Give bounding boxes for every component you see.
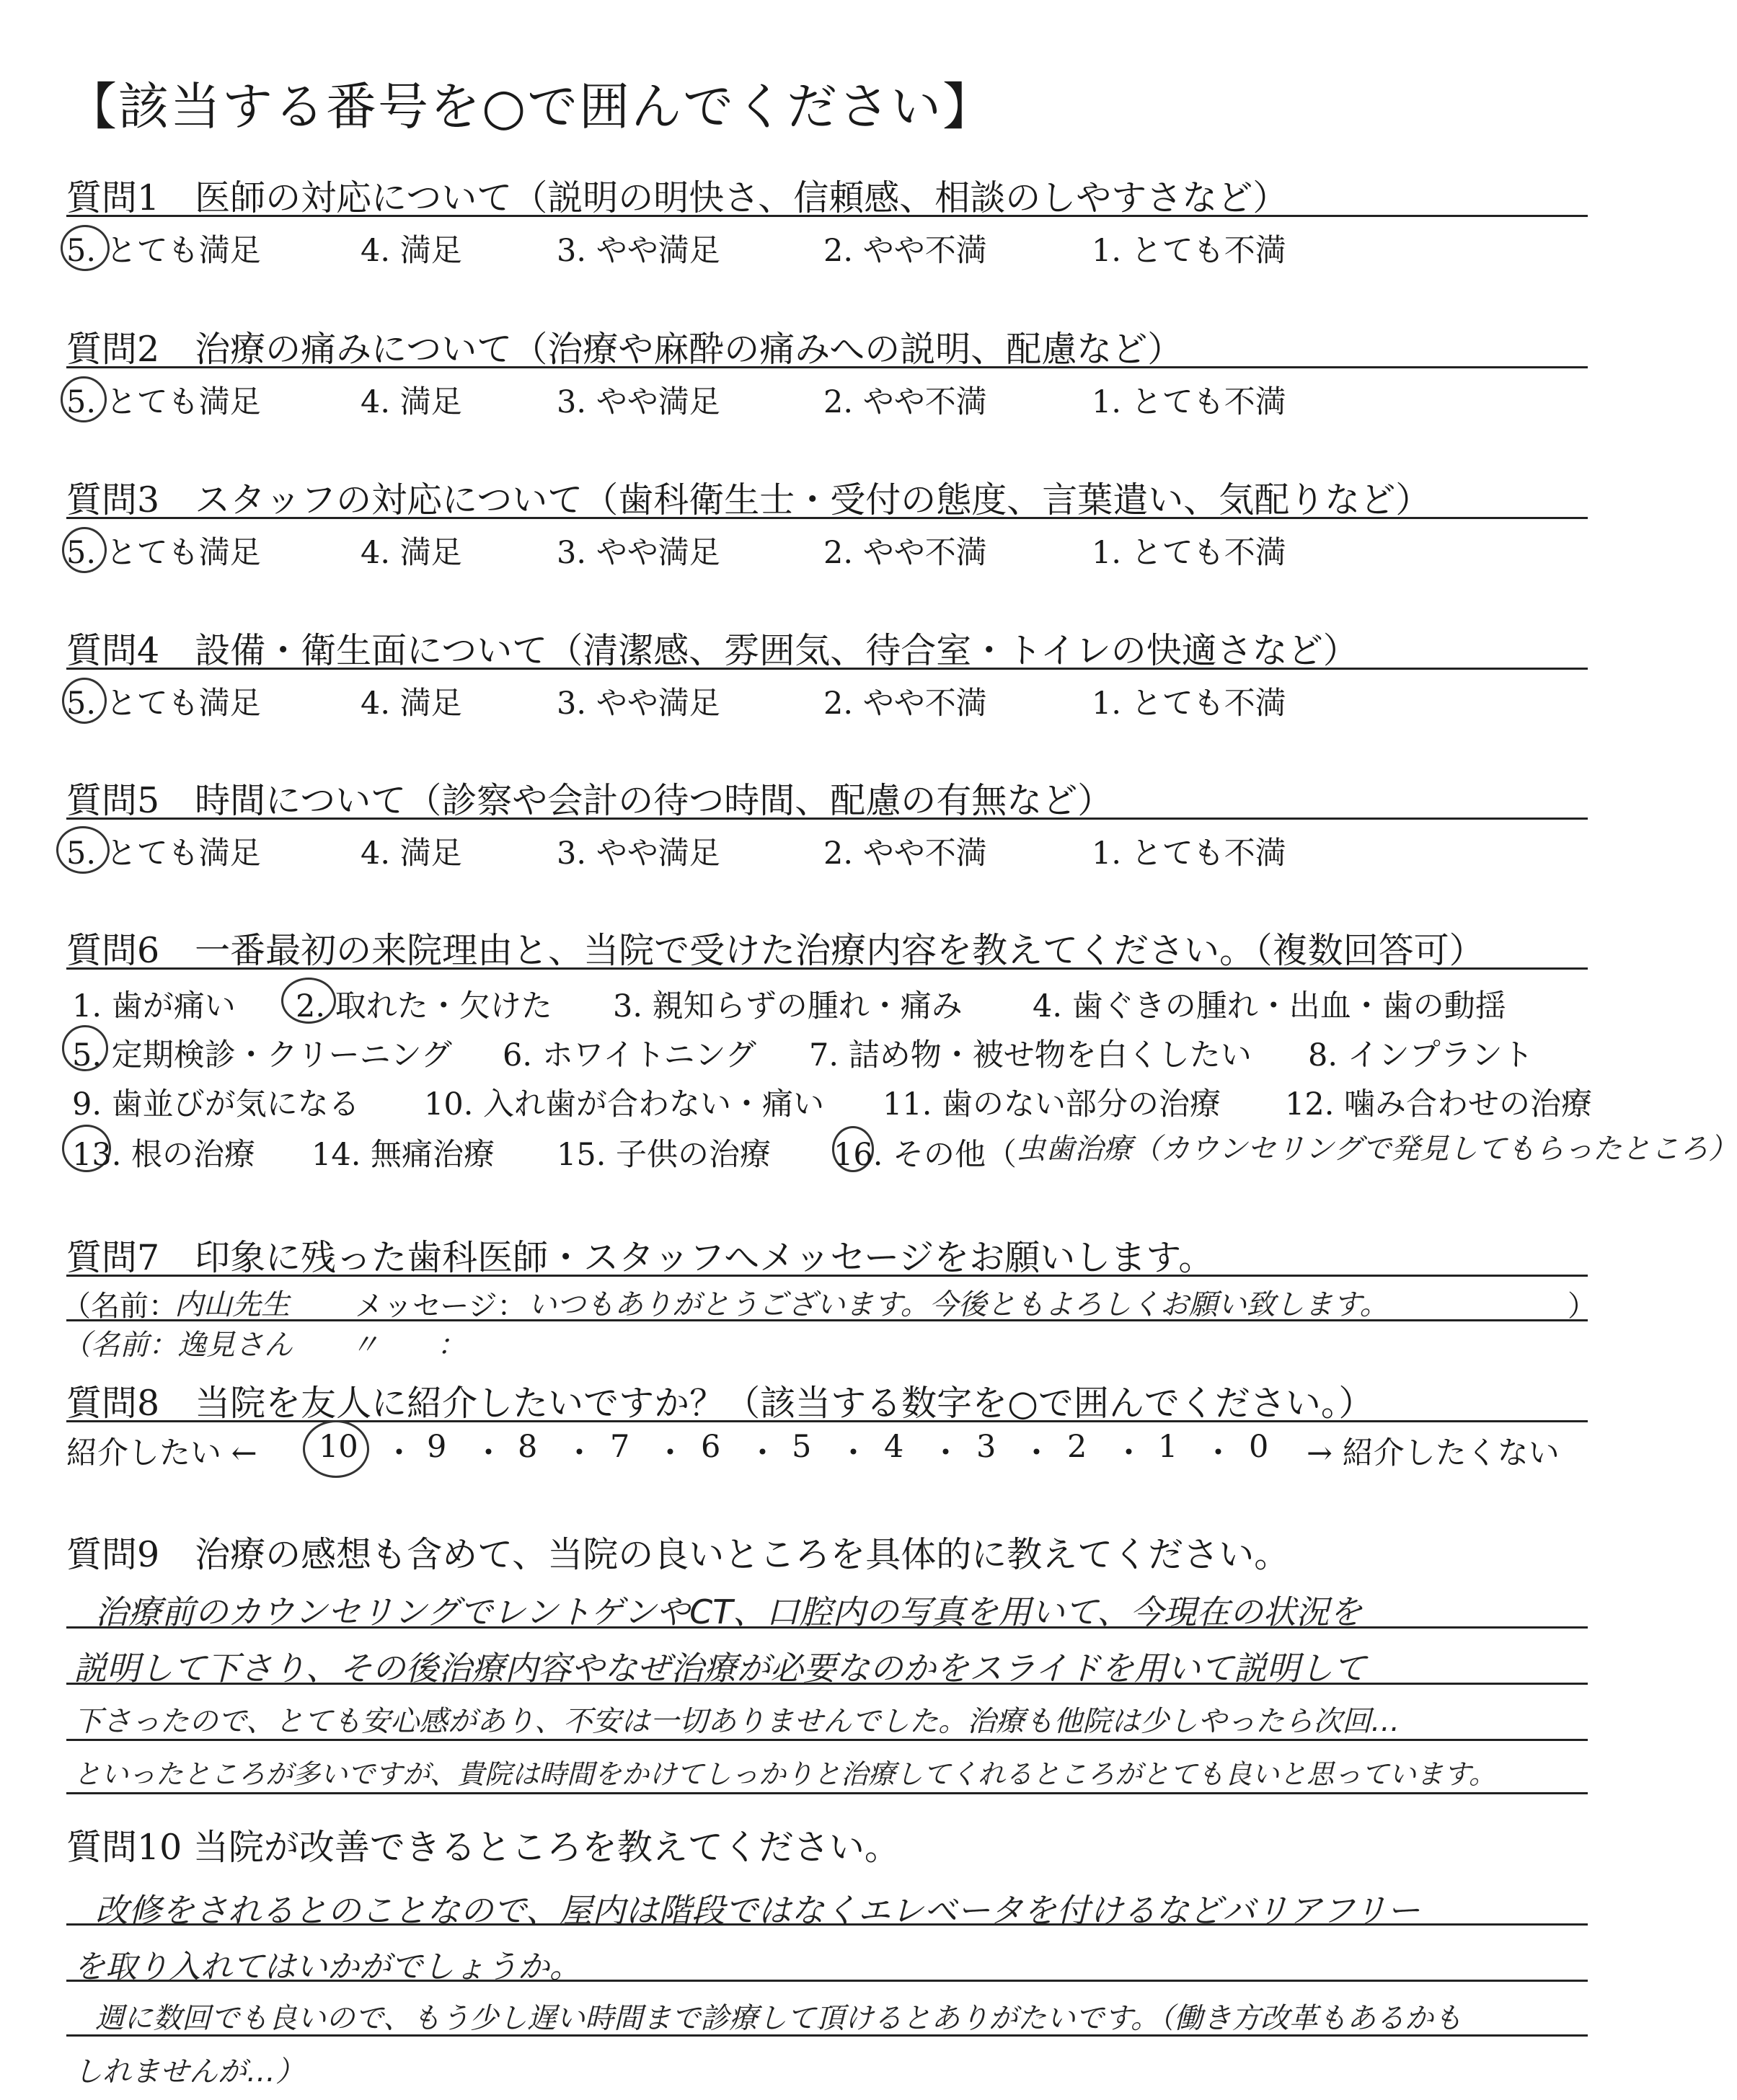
reason-option-3[interactable]: 3. 親知らずの腫れ・痛み xyxy=(613,988,963,1024)
rating-option-1[interactable]: 1. とても不満 xyxy=(1092,384,1286,420)
message-answer[interactable]: いつもありがとうございます。今後ともよろしくお願い致します。 xyxy=(528,1288,1389,1321)
scale-dot: ・ xyxy=(655,1435,686,1471)
question-title: 質問7 印象に残った歯科医師・スタッフへメッセージをお願いします。 xyxy=(66,1230,1588,1277)
reason-option-13[interactable]: 13. 根の治療 xyxy=(72,1137,256,1173)
scale-dot: ・ xyxy=(1113,1435,1144,1471)
question-title: 質問1 医師の対応について（説明の明快さ、信頼感、相談のしやすさなど） xyxy=(66,170,1588,217)
rating-option-5[interactable]: 5. とても満足 xyxy=(66,535,261,571)
rating-option-3[interactable]: 3. やや満足 xyxy=(557,686,720,722)
rating-option-4[interactable]: 4. 満足 xyxy=(361,836,462,872)
rating-option-1[interactable]: 1. とても不満 xyxy=(1092,686,1286,722)
rating-option-2[interactable]: 2. やや不満 xyxy=(823,384,987,420)
answer-rule xyxy=(66,1792,1588,1794)
scale-right-label: → 紹介したくない xyxy=(1307,1435,1560,1471)
rating-option-1[interactable]: 1. とても不満 xyxy=(1092,233,1286,269)
scale-option-3[interactable]: 3 xyxy=(976,1429,996,1465)
scale-dot: ・ xyxy=(1203,1435,1234,1471)
other-handwritten-answer[interactable]: 虫歯治療（カウンセリングで発見してもらったところ） xyxy=(1017,1133,1737,1166)
scale-dot: ・ xyxy=(384,1435,415,1471)
question-title: 質問10 当院が改善できるところを教えてください。 xyxy=(66,1827,900,1868)
question-title: 質問5 時間について（診察や会計の待つ時間、配慮の有無など） xyxy=(66,773,1588,820)
question-title: 質問3 スタッフの対応について（歯科衛生士・受付の態度、言葉遣い、気配りなど） xyxy=(66,472,1588,519)
scale-dot: ・ xyxy=(473,1435,504,1471)
question-title: 質問4 設備・衛生面について（清潔感、雰囲気、待合室・トイレの快適さなど） xyxy=(66,623,1588,670)
reason-option-6[interactable]: 6. ホワイトニング xyxy=(503,1037,756,1073)
answer-rule xyxy=(66,1319,1588,1321)
scale-option-6[interactable]: 6 xyxy=(701,1429,721,1465)
scale-option-7[interactable]: 7 xyxy=(610,1429,630,1465)
question-1 xyxy=(66,170,1588,271)
answer-line[interactable]: 下さったので、とても安心感があり、不安は一切ありませんでした。治療も他院は少しやったら次回… xyxy=(74,1705,1400,1738)
reason-option-5[interactable]: 5. 定期検診・クリーニング xyxy=(72,1037,452,1073)
scale-option-5[interactable]: 5 xyxy=(792,1429,812,1465)
scale-dot: ・ xyxy=(564,1435,595,1471)
reason-option-16[interactable]: 16. その他（ xyxy=(834,1137,1017,1173)
message-label: メッセージ： xyxy=(355,1290,526,1323)
question-7 xyxy=(62,1230,1596,1367)
scale-option-4[interactable]: 4 xyxy=(884,1429,904,1465)
rating-option-5[interactable]: 5. とても満足 xyxy=(66,836,261,872)
question-title: 質問6 一番最初の来院理由と、当院で受けた治療内容を教えてください。（複数回答可） xyxy=(66,923,1588,970)
rating-option-3[interactable]: 3. やや満足 xyxy=(557,836,720,872)
answer-line[interactable]: 週に数回でも良いので、もう少し遅い時間まで診療して頂けるとありがたいです。（働き方改革もあるかも xyxy=(95,2002,1462,2035)
question-9 xyxy=(66,1527,1588,1790)
rating-option-2[interactable]: 2. やや不満 xyxy=(823,233,987,269)
rating-option-1[interactable]: 1. とても不満 xyxy=(1092,535,1286,571)
name-label: （名前： xyxy=(62,1290,177,1323)
close-paren: ） xyxy=(1568,1290,1596,1323)
question-title: 質問2 治療の痛みについて（治療や麻酔の痛みへの説明、配慮など） xyxy=(66,322,1588,368)
reason-option-1[interactable]: 1. 歯が痛い xyxy=(72,988,236,1024)
reason-option-2[interactable]: 2. 取れた・欠けた xyxy=(296,988,552,1024)
second-name-answer[interactable]: （名前：逸見さん 〃 ： xyxy=(62,1329,466,1362)
reason-option-9[interactable]: 9. 歯並びが気になる xyxy=(72,1086,360,1122)
question-6 xyxy=(66,923,1737,1175)
reason-option-12[interactable]: 12. 噛み合わせの治療 xyxy=(1285,1086,1593,1122)
answer-line[interactable]: 改修をされるとのことなので、屋内は階段ではなくエレベータを付けるなどバリアフリー xyxy=(95,1891,1420,1930)
rating-option-3[interactable]: 3. やや満足 xyxy=(557,535,720,571)
scale-dot: ・ xyxy=(838,1435,869,1471)
scale-dot: ・ xyxy=(930,1435,961,1471)
reason-option-10[interactable]: 10. 入れ歯が合わない・痛い xyxy=(424,1086,825,1122)
question-title: 質問8 当院を友人に紹介したいですか？（該当する数字を○で囲んでください。） xyxy=(66,1375,1588,1422)
question-3 xyxy=(66,472,1588,573)
scale-dot: ・ xyxy=(1021,1435,1052,1471)
scale-option-1[interactable]: 1 xyxy=(1158,1429,1178,1465)
rating-option-4[interactable]: 4. 満足 xyxy=(361,686,462,722)
question-10 xyxy=(66,1820,1588,2094)
rating-option-3[interactable]: 3. やや満足 xyxy=(557,233,720,269)
answer-line[interactable]: 治療前のカウンセリングでレントゲンやCT、口腔内の写真を用いて、今現在の状況を xyxy=(95,1592,1363,1631)
reason-option-11[interactable]: 11. 歯のない部分の治療 xyxy=(883,1086,1221,1122)
reason-option-14[interactable]: 14. 無痛治療 xyxy=(311,1137,495,1173)
reason-option-4[interactable]: 4. 歯ぐきの腫れ・出血・歯の動揺 xyxy=(1033,988,1506,1024)
answer-line[interactable]: を取り入れてはいかがでしょうか。 xyxy=(74,1949,581,1985)
rating-option-5[interactable]: 5. とても満足 xyxy=(66,686,261,722)
question-title: 質問9 治療の感想も含めて、当院の良いところを具体的に教えてください。 xyxy=(66,1534,1290,1575)
reason-option-7[interactable]: 7. 詰め物・被せ物を白くしたい xyxy=(809,1037,1252,1073)
rating-option-3[interactable]: 3. やや満足 xyxy=(557,384,720,420)
reason-option-15[interactable]: 15. 子供の治療 xyxy=(557,1137,772,1173)
scale-dot: ・ xyxy=(747,1435,778,1471)
rating-option-5[interactable]: 5. とても満足 xyxy=(66,233,261,269)
rating-option-4[interactable]: 4. 満足 xyxy=(361,384,462,420)
page-title: 【該当する番号を○で囲んでください】 xyxy=(66,77,995,136)
question-5 xyxy=(66,773,1588,874)
scale-option-2[interactable]: 2 xyxy=(1067,1429,1087,1465)
rating-option-2[interactable]: 2. やや不満 xyxy=(823,686,987,722)
scale-option-10[interactable]: 10 xyxy=(319,1429,358,1465)
staff-name-answer[interactable]: 内山先生 xyxy=(174,1288,290,1321)
reason-option-8[interactable]: 8. インプラント xyxy=(1308,1037,1534,1073)
rating-option-4[interactable]: 4. 満足 xyxy=(361,233,462,269)
scale-option-8[interactable]: 8 xyxy=(518,1429,538,1465)
question-4 xyxy=(66,623,1588,724)
rating-option-2[interactable]: 2. やや不満 xyxy=(823,836,987,872)
rating-option-4[interactable]: 4. 満足 xyxy=(361,535,462,571)
rating-option-1[interactable]: 1. とても不満 xyxy=(1092,836,1286,872)
scale-option-9[interactable]: 9 xyxy=(427,1429,447,1465)
answer-line[interactable]: 説明して下さり、その後治療内容やなぜ治療が必要なのかをスライドを用いて説明して xyxy=(74,1649,1366,1688)
scale-option-0[interactable]: 0 xyxy=(1249,1429,1269,1465)
rating-option-2[interactable]: 2. やや不満 xyxy=(823,535,987,571)
question-2 xyxy=(66,322,1588,422)
rating-option-5[interactable]: 5. とても満足 xyxy=(66,384,261,420)
answer-line[interactable]: しれませんが…） xyxy=(74,2055,304,2088)
answer-line[interactable]: といったところが多いですが、貴院は時間をかけてしっかりと治療してくれるところがとても良いと思っています。 xyxy=(74,1758,1496,1790)
scale-left-label: 紹介したい ← xyxy=(66,1435,257,1471)
